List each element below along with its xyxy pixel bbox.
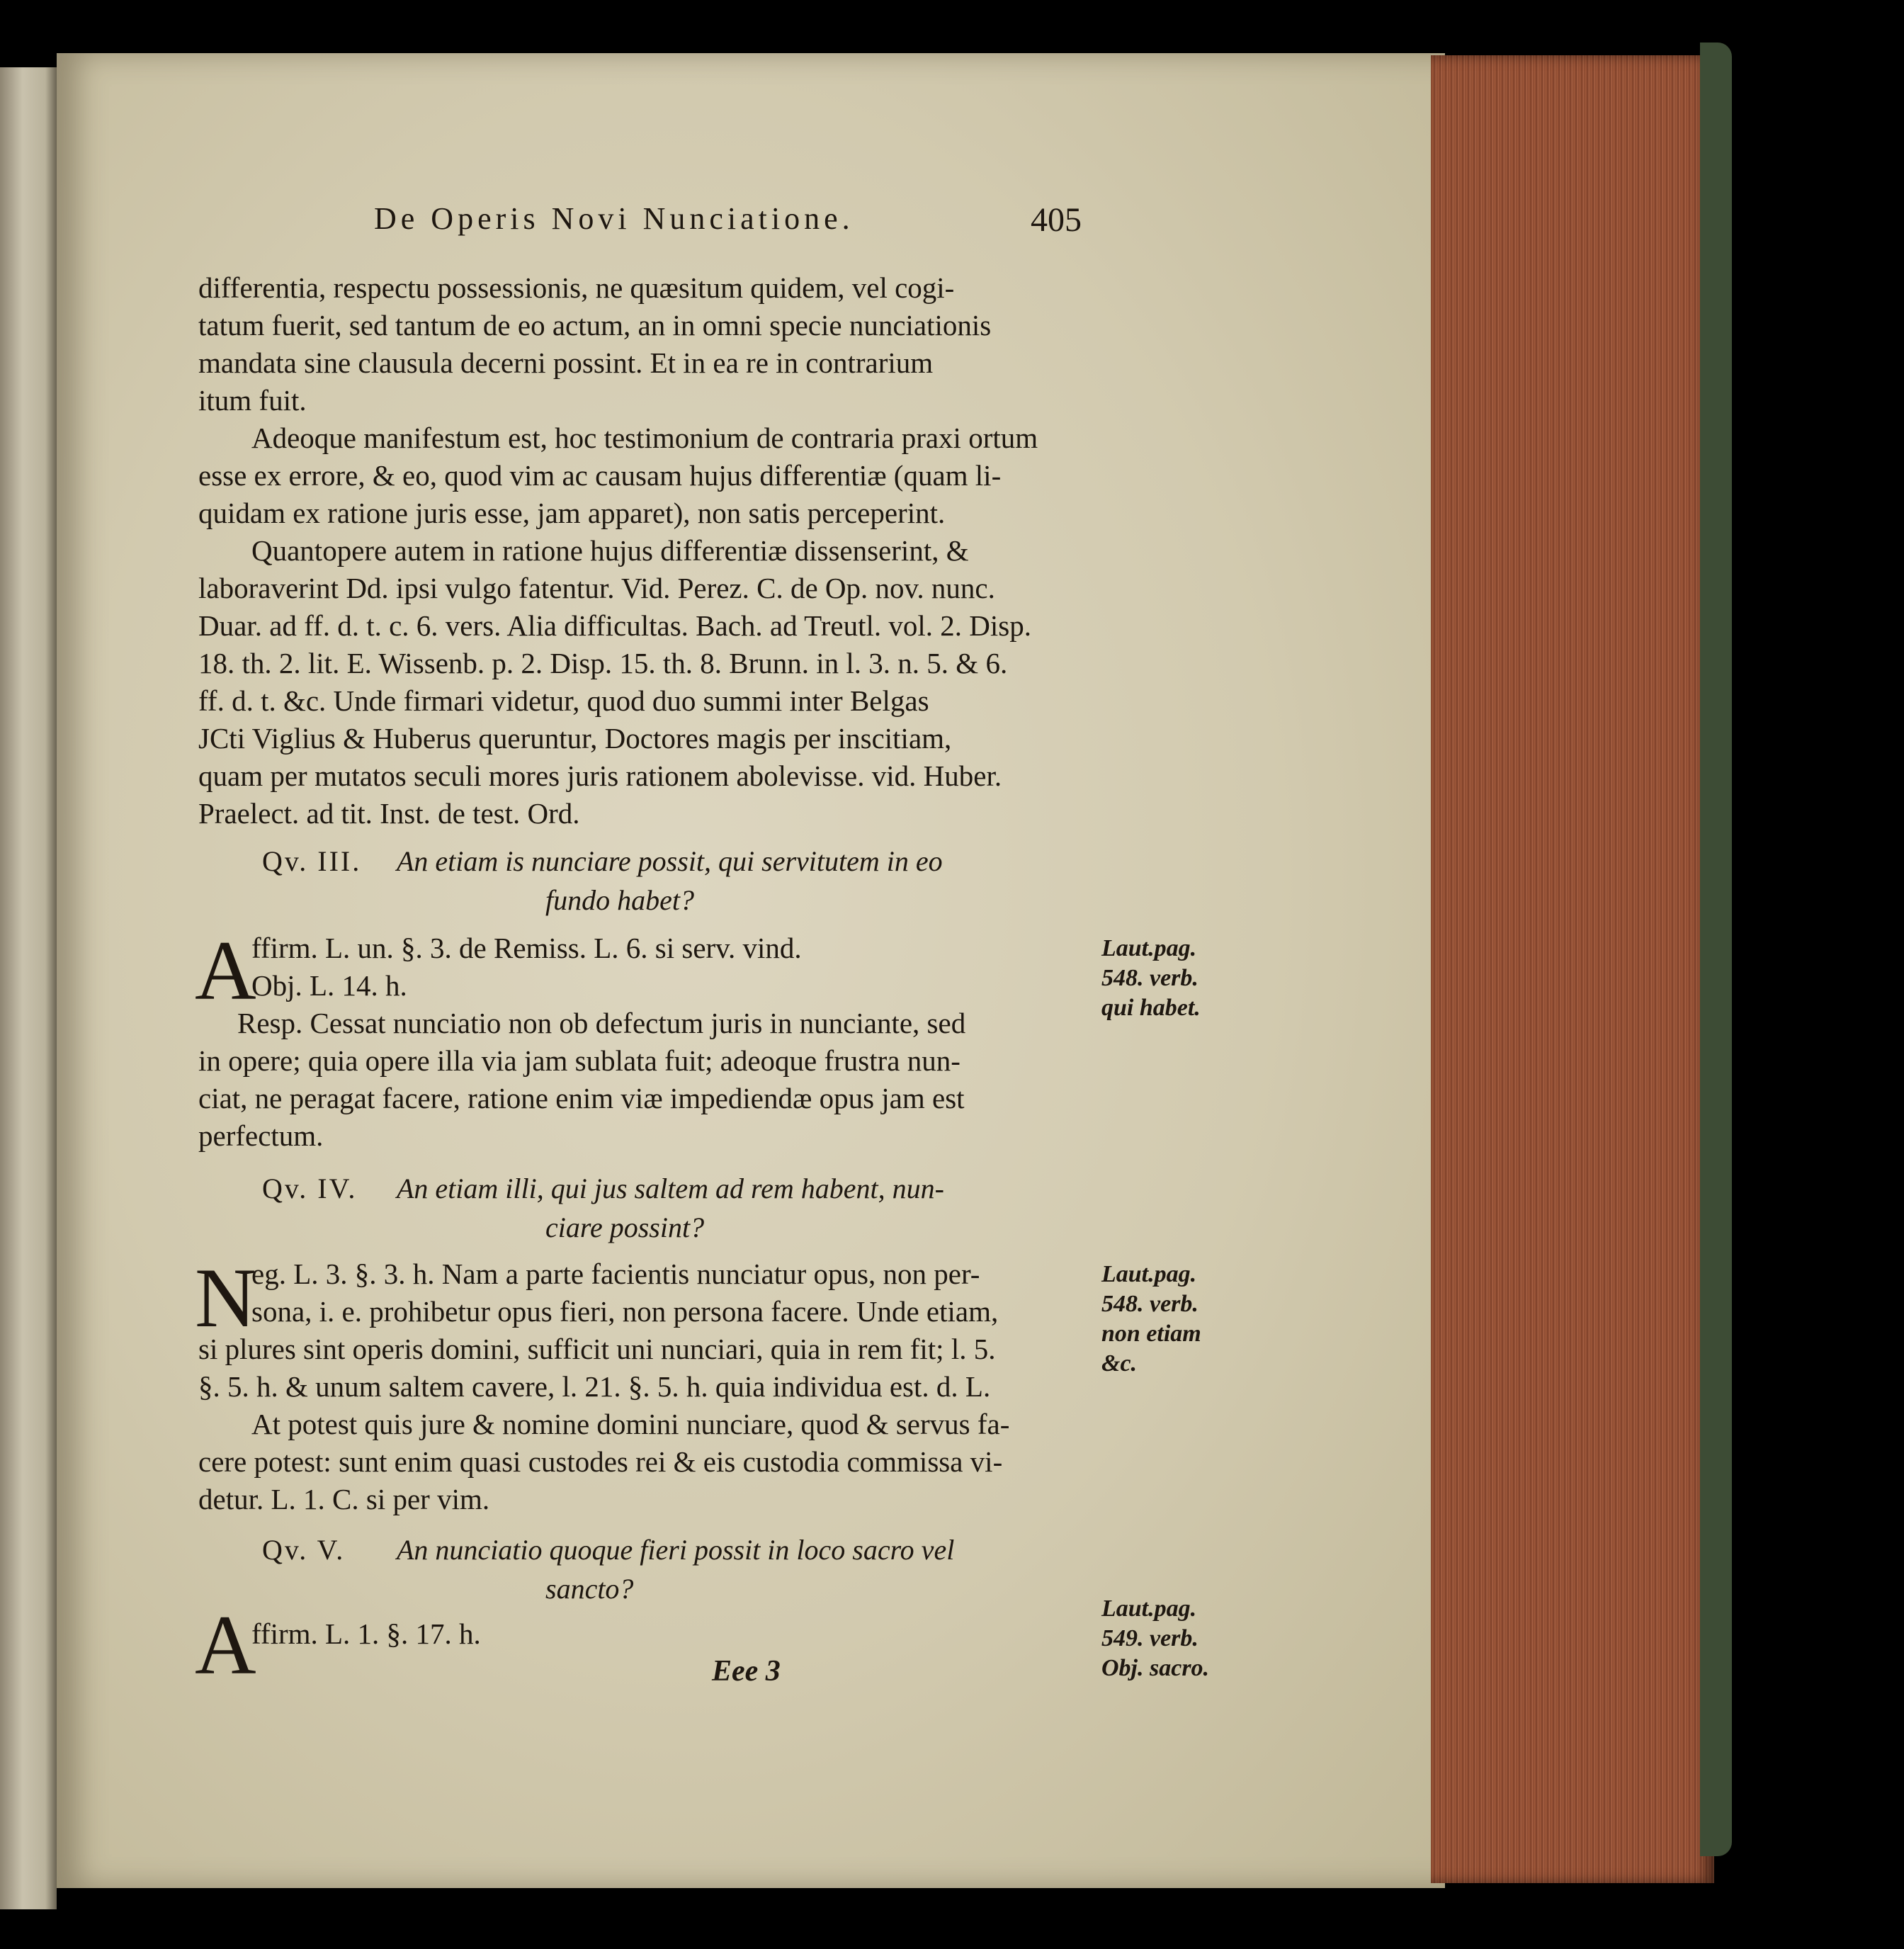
text-line: si plures sint operis domini, sufficit uni nunciari, quia in rem fit; l. 5. xyxy=(198,1333,996,1365)
text-line: in opere; quia opere illa via jam sublata fuit; adeoque frustra nun- xyxy=(198,1044,960,1077)
text-line: Adeoque manifestum est, hoc testimonium de contraria praxi ortum xyxy=(251,422,1038,454)
text-line: detur. L. 1. C. si per vim. xyxy=(198,1483,490,1515)
text-line: perfectum. xyxy=(198,1119,324,1152)
page-number: 405 xyxy=(1031,201,1082,239)
text-line: esse ex errore, & eo, quod vim ac causam hujus differentiæ (quam li- xyxy=(198,459,1002,492)
question-text: An etiam illi, qui jus saltem ad rem habent, nun- xyxy=(397,1173,944,1204)
text-line: differentia, respectu possessionis, ne quæsitum quidem, vel cogi- xyxy=(198,271,955,304)
answer-4 xyxy=(198,1255,1119,1518)
question-text: An etiam is nunciare possit, qui servitutem in eo xyxy=(397,845,943,877)
margin-note-5: Laut.pag. 549. verb. Obj. sacro. xyxy=(1101,1595,1210,1681)
text-line: sona, i. e. prohibetur opus fieri, non persona facere. Unde etiam, xyxy=(251,1295,999,1328)
answer-3 xyxy=(198,930,1119,1155)
text-line: mandata sine clausula decerni possint. Et in ea re in contrarium xyxy=(198,346,934,379)
text-line: itum fuit. xyxy=(198,384,307,417)
question-number: Qv. IV. xyxy=(262,1173,358,1204)
paragraph-1 xyxy=(198,269,1119,832)
text-line: quidam ex ratione juris esse, jam apparet), non satis perceperint. xyxy=(198,497,946,529)
book-cover xyxy=(1700,43,1732,1856)
signature-mark: Eee 3 xyxy=(712,1655,781,1688)
question-text-cont: sancto? xyxy=(545,1573,634,1605)
text-line: 18. th. 2. lit. E. Wissenb. p. 2. Disp. 15. th. 8. Brunn. in l. 3. n. 5. & 6. xyxy=(198,647,1008,679)
question-text-cont: ciare possint? xyxy=(545,1211,705,1243)
text-line: quam per mutatos seculi mores juris rationem abolevisse. vid. Huber. xyxy=(198,759,1002,792)
question-number: Qv. III. xyxy=(262,845,362,877)
question-5-title xyxy=(262,1530,1112,1608)
text-line: cere potest: sunt enim quasi custodes rei & eis custodia commissa vi- xyxy=(198,1445,1003,1478)
text-line: ff. d. t. &c. Unde firmari videtur, quod duo summi inter Belgas xyxy=(198,684,929,717)
text-line: laboraverint Dd. ipsi vulgo fatentur. Vid. Perez. C. de Op. nov. nunc. xyxy=(198,572,995,604)
text-line: §. 5. h. & unum saltem cavere, l. 21. §. 5. h. quia individua est. d. L. xyxy=(198,1370,991,1403)
text-line: ffirm. L. un. §. 3. de Remiss. L. 6. si serv. vind. xyxy=(251,932,802,964)
drop-cap: A xyxy=(195,1598,256,1692)
text-line: ffirm. L. 1. §. 17. h. xyxy=(251,1617,481,1650)
margin-note-3: Laut.pag. 548. verb. qui habet. xyxy=(1101,935,1201,1021)
left-page-edge xyxy=(0,67,57,1909)
answer-5 xyxy=(198,1615,1119,1653)
text-line: Duar. ad ff. d. t. c. 6. vers. Alia difficultas. Bach. ad Treutl. vol. 2. Disp. xyxy=(198,609,1031,642)
text-line: Praelect. ad tit. Inst. de test. Ord. xyxy=(198,797,580,830)
question-4-title xyxy=(262,1169,1112,1247)
text-line: eg. L. 3. §. 3. h. Nam a parte facientis nunciatur opus, non per- xyxy=(251,1258,980,1290)
drop-cap: A xyxy=(195,923,256,1017)
margin-note-4: Laut.pag. 548. verb. non etiam &c. xyxy=(1101,1261,1201,1377)
question-text: An nunciatio quoque fieri possit in loco sacro vel xyxy=(397,1534,955,1566)
text-line: At potest quis jure & nomine domini nunciare, quod & servus fa- xyxy=(251,1408,1010,1440)
text-line: JCti Viglius & Huberus queruntur, Doctores magis per inscitiam, xyxy=(198,722,952,755)
question-3-title xyxy=(262,842,1112,920)
page-block-edge xyxy=(1431,55,1714,1883)
text-line: Obj. L. 14. h. xyxy=(251,969,407,1002)
drop-cap: N xyxy=(195,1250,256,1345)
question-text-cont: fundo habet? xyxy=(545,884,694,916)
text-line: tatum fuerit, sed tantum de eo actum, an in omni specie nunciationis xyxy=(198,309,992,341)
text-line: Resp. Cessat nunciatio non ob defectum juris in nunciante, sed xyxy=(237,1007,966,1039)
question-number: Qv. V. xyxy=(262,1534,346,1566)
running-header: De Operis Novi Nunciatione. xyxy=(374,201,854,236)
text-line: ciat, ne peragat facere, ratione enim viæ impediendæ opus jam est xyxy=(198,1082,965,1114)
text-line: Quantopere autem in ratione hujus differentiæ dissenserint, & xyxy=(251,534,969,567)
